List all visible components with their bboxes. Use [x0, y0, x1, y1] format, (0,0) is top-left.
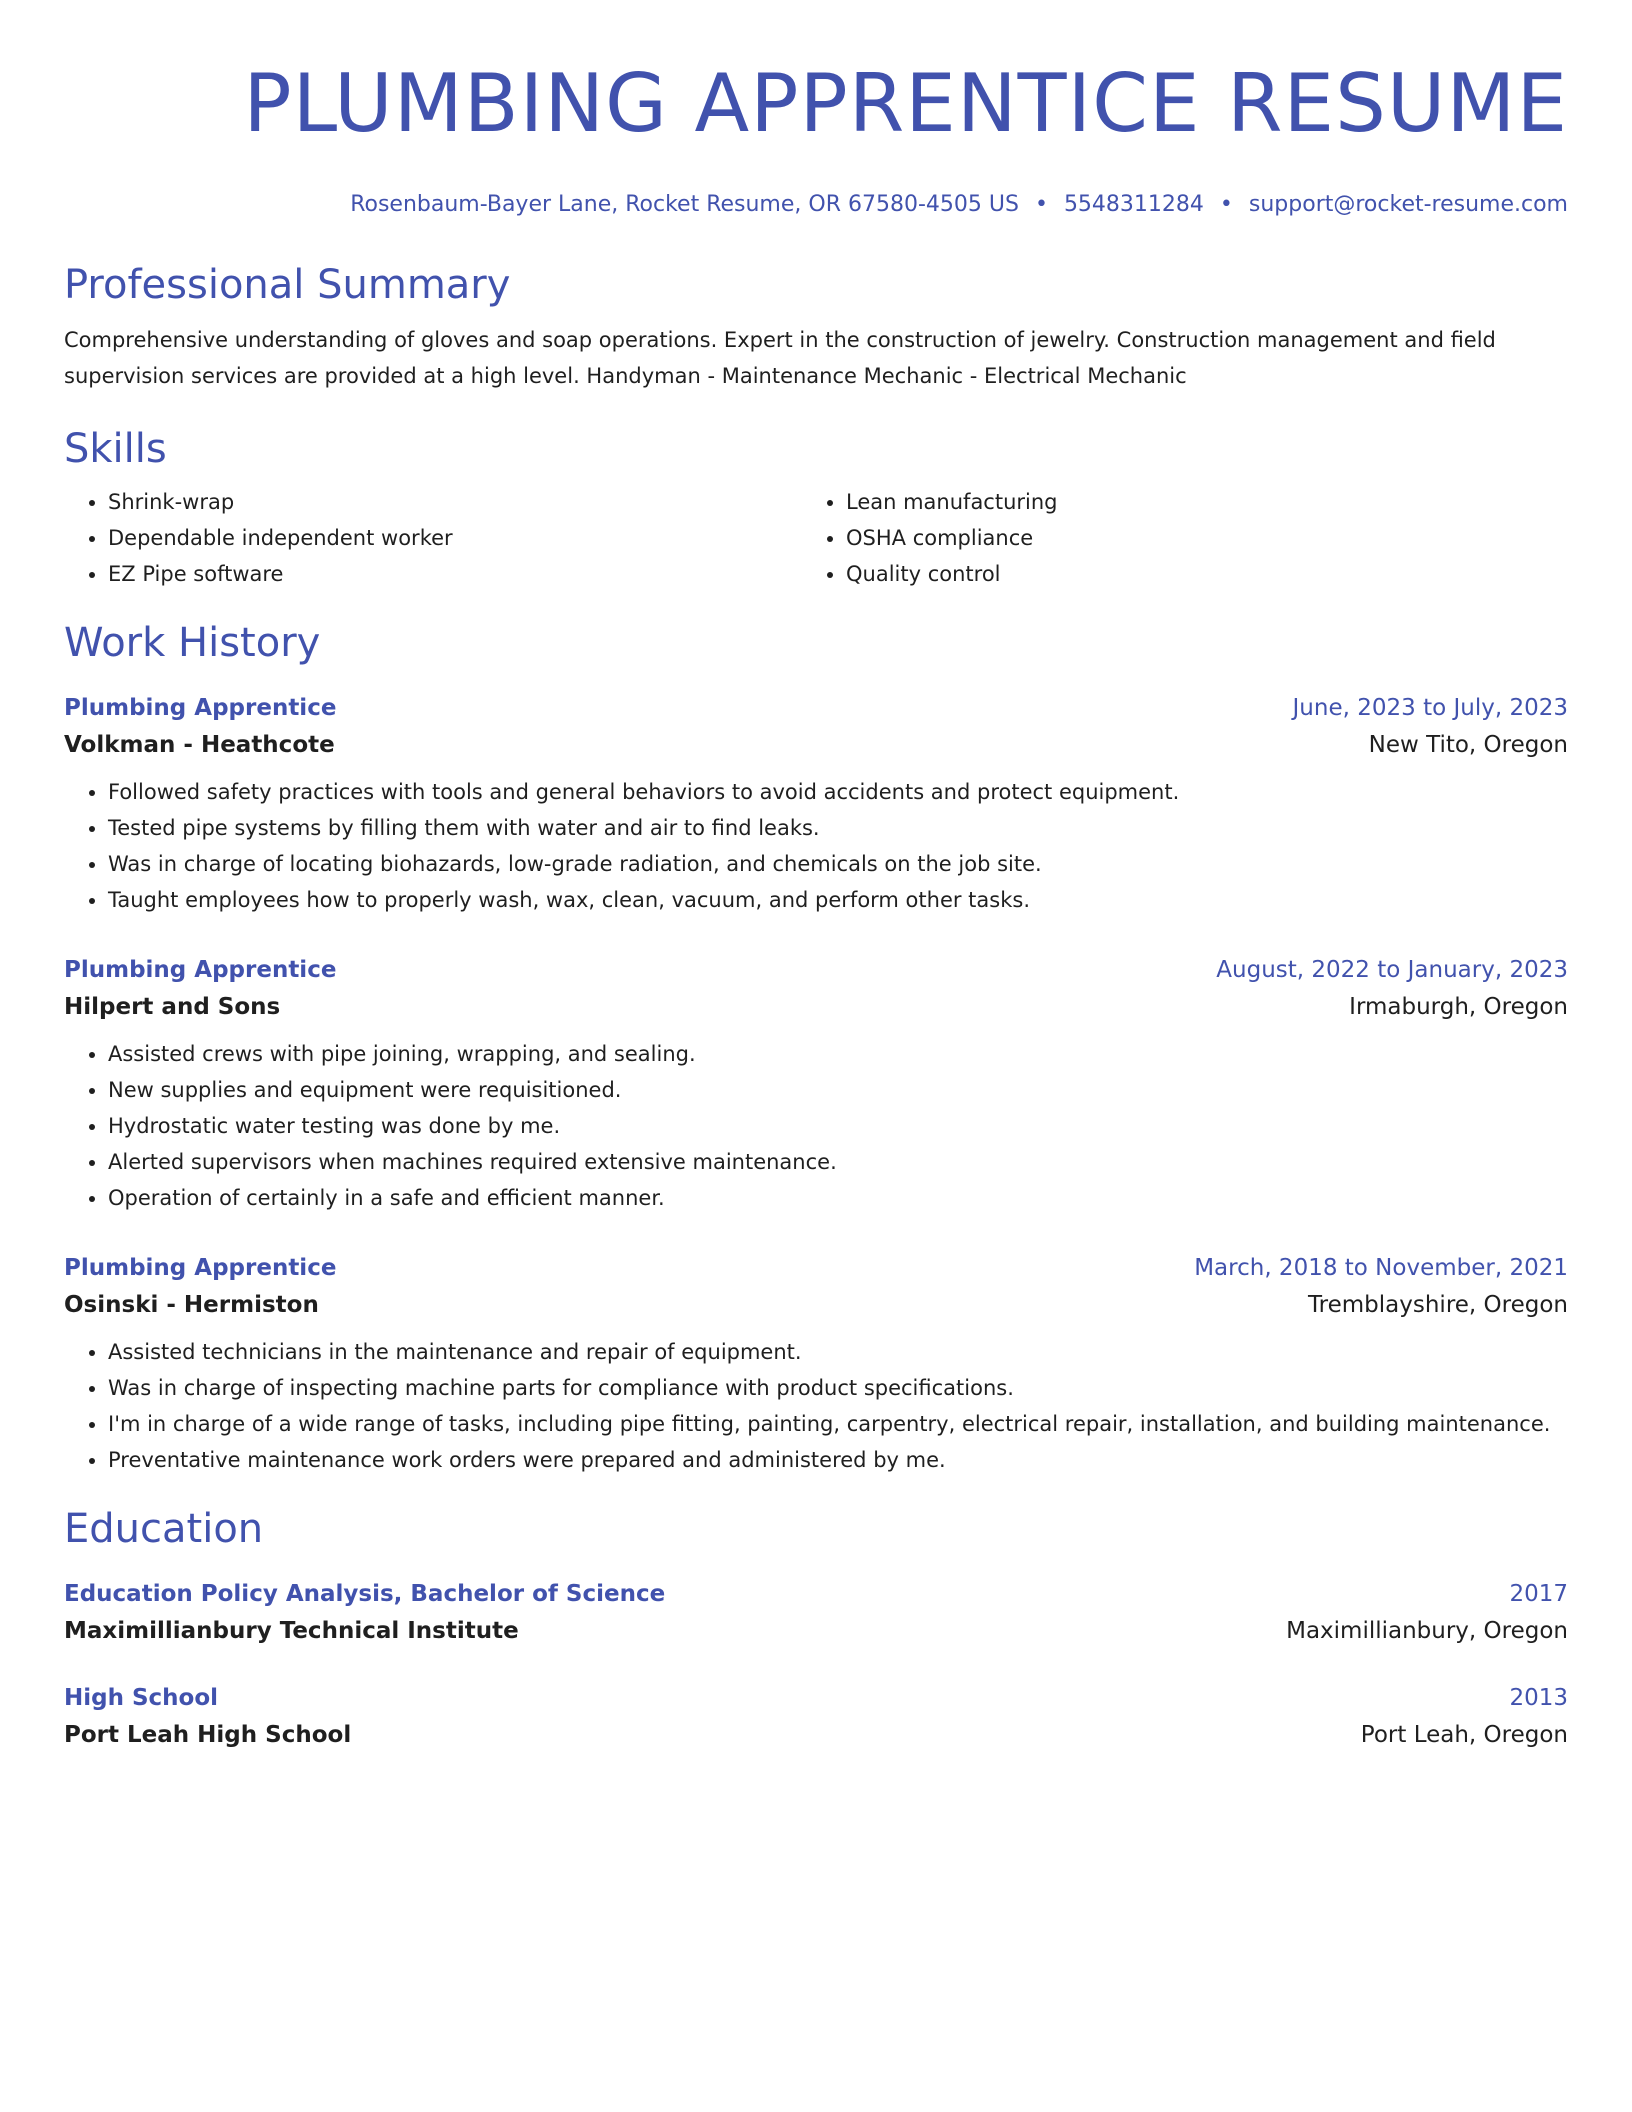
summary-text: Comprehensive understanding of gloves and soap operations. Expert in the construction of jewelry. Construction management and field supervision services are provided at a high level. Handyman - Maintenance Mechanic - Electrical Mechanic [64, 328, 1496, 388]
education-school-row [64, 1612, 1568, 1650]
job-company-row [64, 1286, 1568, 1324]
education-year: 2013 [1509, 1685, 1568, 1711]
job-dates: June, 2023 to July, 2023 [1292, 695, 1568, 721]
job-duties [64, 1036, 1568, 1216]
job-role: Plumbing Apprentice [64, 957, 337, 983]
education-section [64, 1504, 1568, 1754]
job-company-row [64, 726, 1568, 764]
job-title-row [64, 690, 1568, 726]
skills-heading: Skills [64, 426, 167, 472]
job-duty: • Alerted supervisors when machines required extensive maintenance. [108, 1144, 1568, 1180]
job-duties [64, 774, 1568, 918]
job-company: Hilpert and Sons [64, 994, 281, 1020]
job-duty: • Was in charge of inspecting machine parts for compliance with product specifications. [108, 1370, 1568, 1406]
summary-section [64, 260, 1568, 394]
contact-email: support@rocket-resume.com [1248, 192, 1568, 217]
job-duty: • Tested pipe systems by filling them with water and air to find leaks. [108, 810, 1568, 846]
job-entry [64, 1250, 1568, 1478]
resume-title: PLUMBING APPRENTICE RESUME [243, 57, 1568, 150]
skill-item: • Lean manufacturing [846, 484, 1540, 520]
job-duty: • Was in charge of locating biohazards, low-grade radiation, and chemicals on the job site. [108, 846, 1568, 882]
job-duties [64, 1334, 1568, 1478]
resume-header [64, 0, 1568, 220]
education-degree-row [64, 1576, 1568, 1612]
job-duty: • Operation of certainly in a safe and efficient manner. [108, 1180, 1568, 1216]
contact-separator: • [1034, 192, 1048, 217]
work-history-heading: Work History [64, 620, 321, 666]
job-duty: • I'm in charge of a wide range of tasks, including pipe fitting, painting, carpentry, electrical repair, installation, and building maintenance. [108, 1406, 1568, 1442]
education-year: 2017 [1509, 1581, 1568, 1607]
job-duty: • Preventative maintenance work orders were prepared and administered by me. [108, 1442, 1568, 1478]
skills-column-right [802, 484, 1540, 592]
job-company: Osinski - Hermiston [64, 1292, 319, 1318]
job-company-row [64, 988, 1568, 1026]
education-location: Maximillianbury, Oregon [1286, 1618, 1568, 1644]
job-duty: • Followed safety practices with tools and general behaviors to avoid accidents and protect equipment. [108, 774, 1568, 810]
education-degree: High School [64, 1685, 219, 1711]
education-heading: Education [64, 1506, 264, 1552]
skills-column-left [64, 484, 802, 592]
education-school: Port Leah High School [64, 1722, 352, 1748]
education-degree: Education Policy Analysis, Bachelor of Science [64, 1581, 666, 1607]
job-role: Plumbing Apprentice [64, 1255, 337, 1281]
work-history-section [64, 618, 1568, 1478]
skill-item: • Dependable independent worker [108, 520, 802, 556]
education-entry [64, 1680, 1568, 1754]
job-company: Volkman - Heathcote [64, 732, 335, 758]
skills-section [64, 424, 1568, 592]
job-location: Irmaburgh, Oregon [1349, 994, 1568, 1020]
job-duty: • Assisted technicians in the maintenance and repair of equipment. [108, 1334, 1568, 1370]
job-location: Tremblayshire, Oregon [1308, 1292, 1568, 1318]
contact-line [64, 190, 1568, 220]
contact-phone: 5548311284 [1063, 192, 1204, 217]
job-entry [64, 952, 1568, 1216]
job-duty: • Taught employees how to properly wash, wax, clean, vacuum, and perform other tasks. [108, 882, 1568, 918]
summary-heading: Professional Summary [64, 262, 511, 308]
job-duty: • Hydrostatic water testing was done by me. [108, 1108, 1568, 1144]
education-school: Maximillianbury Technical Institute [64, 1618, 519, 1644]
job-title-row [64, 952, 1568, 988]
job-duty: • Assisted crews with pipe joining, wrapping, and sealing. [108, 1036, 1568, 1072]
skill-item: • Shrink-wrap [108, 484, 802, 520]
education-degree-row [64, 1680, 1568, 1716]
job-title-row [64, 1250, 1568, 1286]
job-role: Plumbing Apprentice [64, 695, 337, 721]
skills-grid [64, 484, 1568, 592]
contact-separator: • [1219, 192, 1233, 217]
skill-item: • Quality control [846, 556, 1540, 592]
education-location: Port Leah, Oregon [1360, 1722, 1568, 1748]
education-entry [64, 1576, 1568, 1650]
job-location: New Tito, Oregon [1368, 732, 1568, 758]
job-duty: • New supplies and equipment were requisitioned. [108, 1072, 1568, 1108]
job-entry [64, 690, 1568, 918]
skill-item: • OSHA compliance [846, 520, 1540, 556]
skill-item: • EZ Pipe software [108, 556, 802, 592]
contact-address: Rosenbaum-Bayer Lane, Rocket Resume, OR 67580-4505 US [350, 192, 1019, 217]
education-school-row [64, 1716, 1568, 1754]
job-dates: August, 2022 to January, 2023 [1216, 957, 1568, 983]
job-dates: March, 2018 to November, 2021 [1194, 1255, 1568, 1281]
